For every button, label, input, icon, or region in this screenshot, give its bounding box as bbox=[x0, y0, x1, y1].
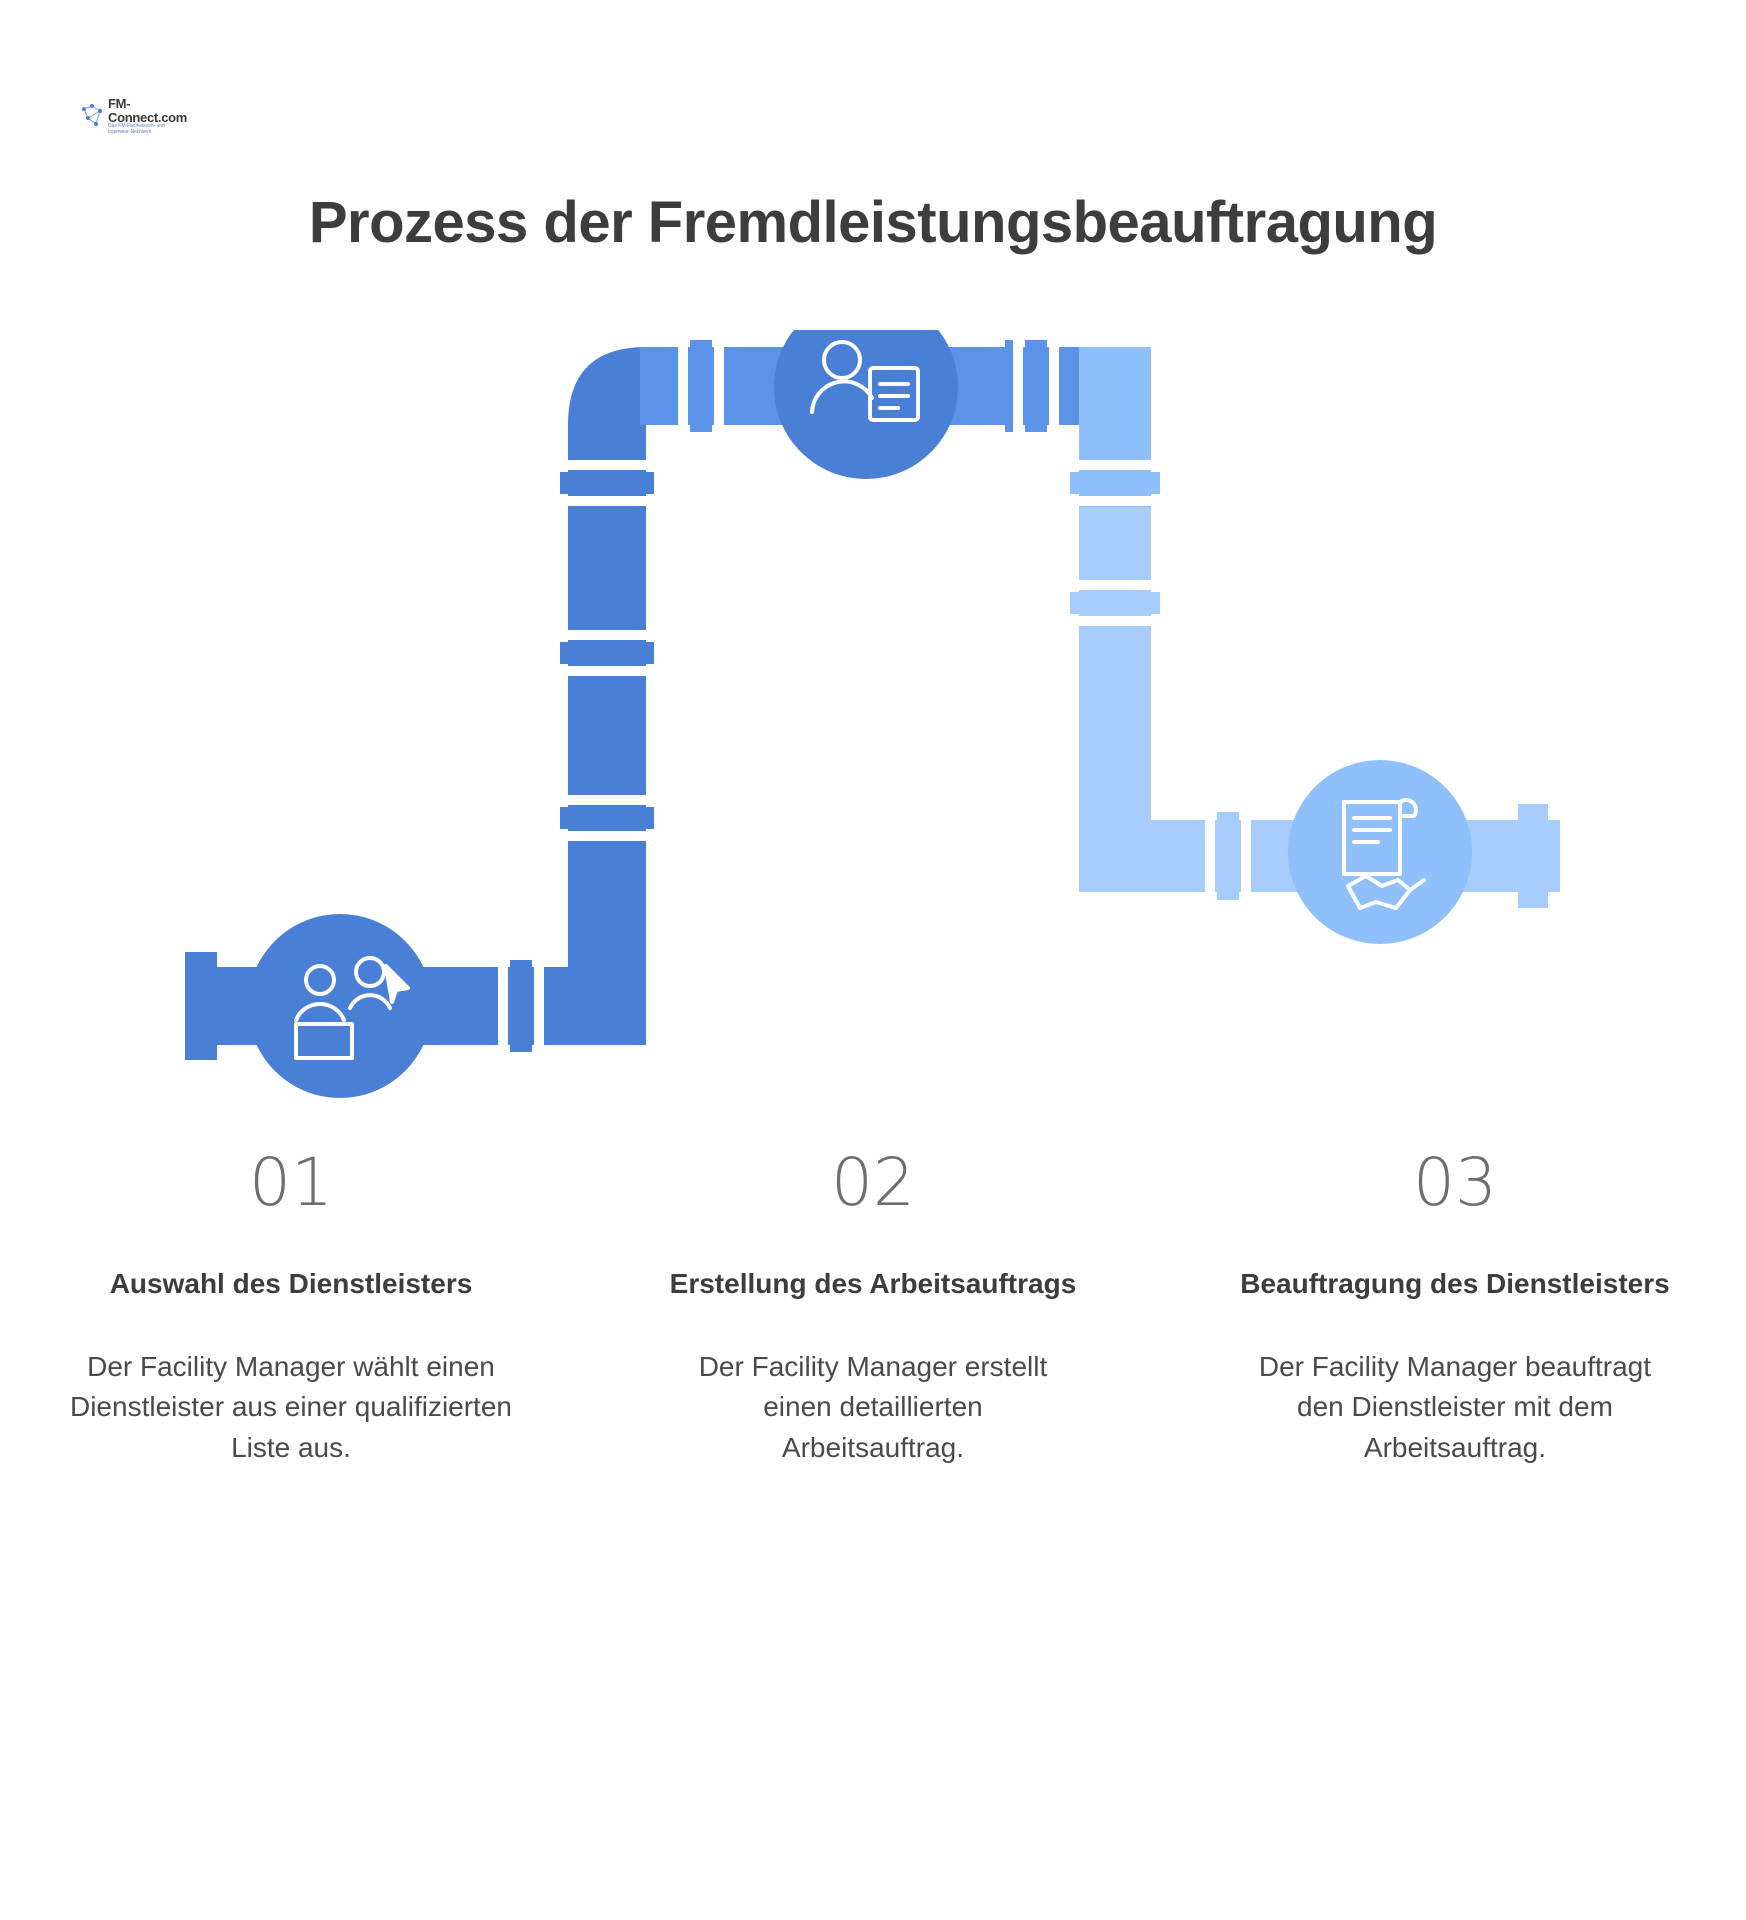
step-card-3 bbox=[1164, 1144, 1746, 1468]
steps-row bbox=[0, 1144, 1746, 1468]
site-logo bbox=[78, 98, 188, 134]
step-card-1 bbox=[0, 1144, 582, 1468]
step-number: 02 bbox=[830, 1144, 915, 1221]
step-title: Auswahl des Dienstleisters bbox=[109, 1268, 473, 1299]
logo-name: FM-Connect.com bbox=[108, 96, 188, 125]
step-description: Der Facility Manager beauftragt den Dienstleister mit dem Arbeitsauftrag. bbox=[1258, 1350, 1652, 1463]
logo-tagline: Das FM-Fachwissen- und Ingenieur-Netzwerk bbox=[108, 123, 165, 135]
pipeline-diagram bbox=[0, 330, 1746, 1110]
step-number: 03 bbox=[1412, 1144, 1497, 1221]
step-title: Beauftragung des Dienstleisters bbox=[1240, 1268, 1670, 1299]
step-1-icon-badge bbox=[248, 914, 432, 1098]
page-title: Prozess der Fremdleistungsbeauftragung bbox=[308, 189, 1438, 255]
step-card-2 bbox=[582, 1144, 1164, 1468]
step-3-icon-badge bbox=[1288, 760, 1472, 944]
step-description: Der Facility Manager erstellt einen detaillierten Arbeitsauftrag. bbox=[698, 1350, 1048, 1463]
logo-text bbox=[108, 97, 188, 135]
step-description: Der Facility Manager wählt einen Dienstleister aus einer qualifizierten Liste aus. bbox=[69, 1350, 512, 1463]
logo-mark-icon bbox=[78, 101, 108, 131]
step-number: 01 bbox=[249, 1144, 333, 1221]
step-2-icon-badge bbox=[774, 330, 958, 479]
step-title: Erstellung des Arbeitsauftrags bbox=[669, 1268, 1077, 1299]
